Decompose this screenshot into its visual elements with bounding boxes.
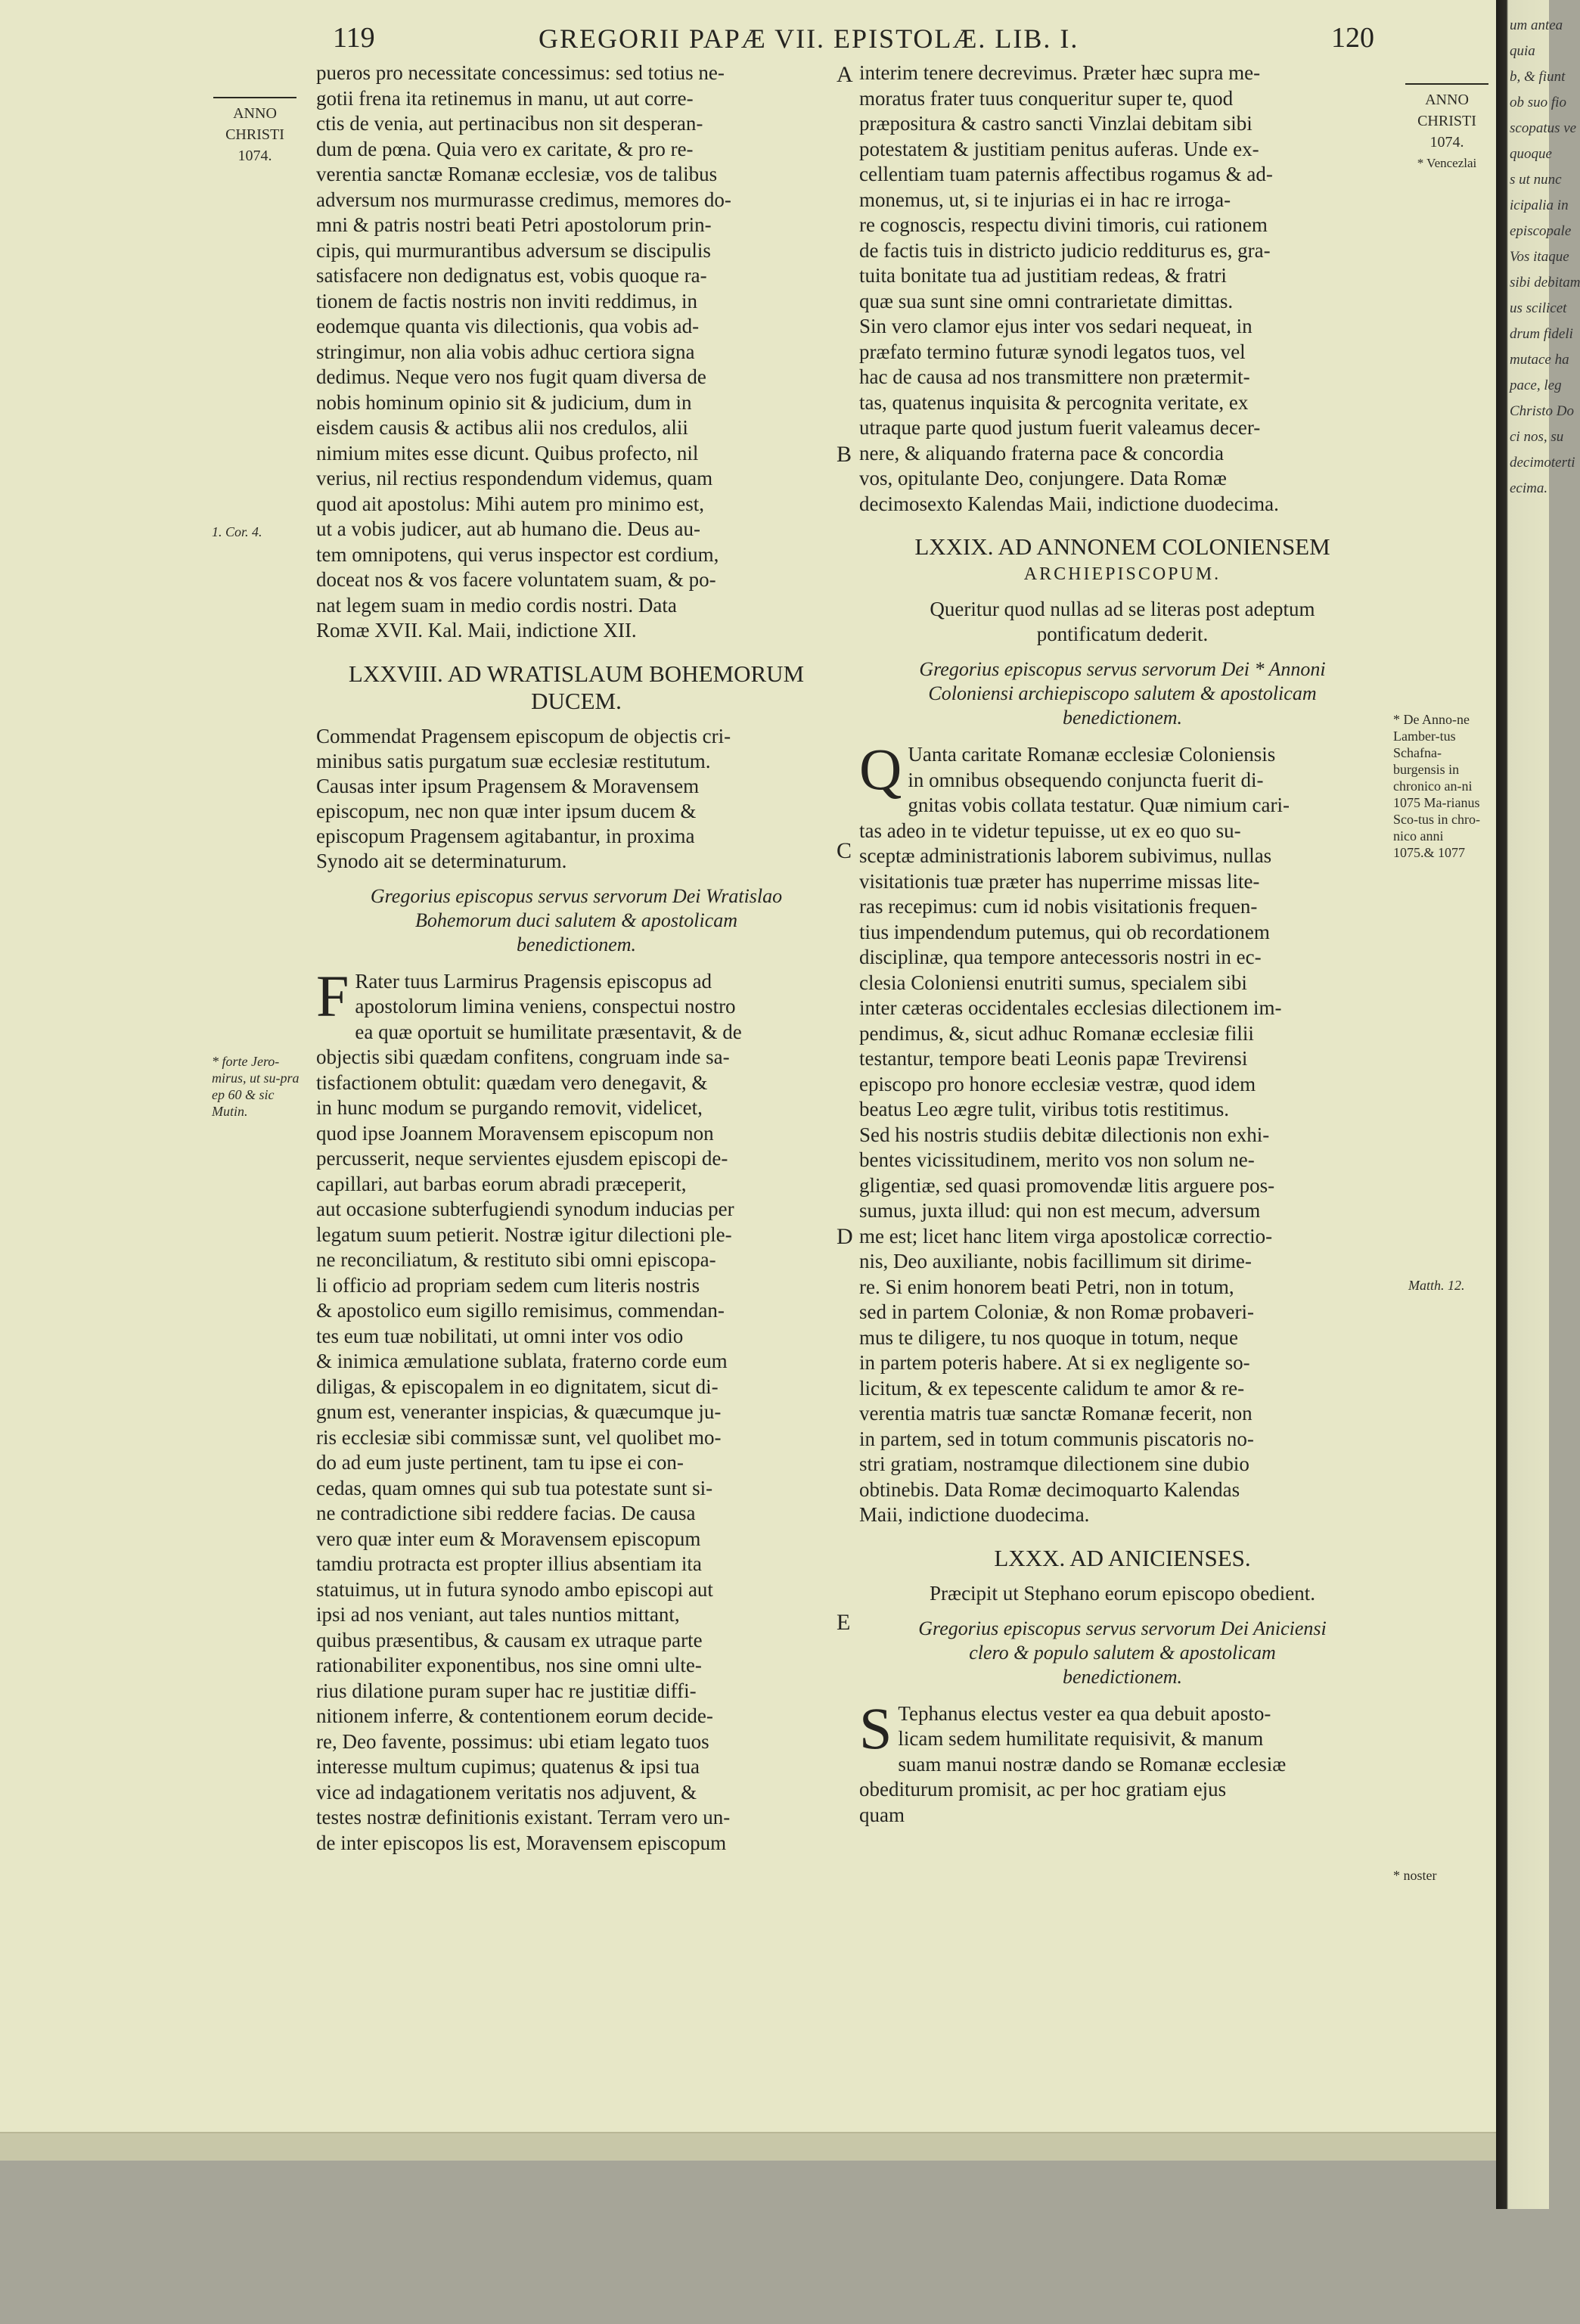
- text-line: Uanta caritate Romanæ ecclesiæ Coloniensis: [908, 743, 1276, 766]
- text-line: vero quæ inter eum & Moravensem episcopum: [316, 1527, 701, 1550]
- text-line: tius impendendum putemus, qui ob recordationem: [859, 920, 1270, 943]
- salutation-letter-80: [859, 1617, 1386, 1689]
- letter-78-conclusion: [859, 61, 1386, 517]
- text-line: rius dilatione puram super hac re justitiæ diffi-: [316, 1679, 697, 1702]
- anno-word: ANNO: [233, 105, 277, 122]
- christi-word: CHRISTI: [225, 126, 284, 143]
- text-line: eodemque quanta vis dilectionis, qua vobis ad-: [316, 315, 700, 337]
- body-letter-78-lines: [316, 962, 837, 1856]
- text-line: percusserit, neque servientes ejusdem episcopi de-: [316, 1147, 728, 1170]
- text-line: quam: [859, 1803, 905, 1826]
- letter-77-conclusion: [316, 61, 837, 644]
- section-letter-e: E: [837, 1610, 851, 1635]
- text-line: statuimus, ut in futura synodo ambo episcopi aut: [316, 1577, 713, 1601]
- page-number-left: 119: [333, 22, 375, 54]
- next-page-fragment: us scilicet: [1510, 300, 1567, 316]
- left-column: [316, 61, 837, 1856]
- next-page-fragment: decimoterti: [1510, 455, 1575, 471]
- text-line: ras recepimus: cum id nobis visitationis frequen-: [859, 895, 1258, 918]
- section-letter-a: A: [837, 62, 853, 87]
- margin-note-matth: Matth. 12.: [1408, 1278, 1465, 1293]
- text-line: verentia matris tuæ sanctæ Romanæ fecerit, non: [859, 1402, 1253, 1425]
- text-line: pueros pro necessitate concessimus: sed totius ne-: [316, 61, 725, 84]
- salutation-line: benedictionem.: [1062, 1665, 1183, 1688]
- text-line: stringimur, non alia vobis adhuc certiora signa: [316, 340, 695, 363]
- christi-word: CHRISTI: [1417, 113, 1476, 129]
- section-letter-d: D: [837, 1224, 853, 1249]
- next-page-fragment: episcopale: [1510, 223, 1572, 239]
- body-letter-79-lines: [859, 736, 1386, 1528]
- body-letter-78: [316, 962, 837, 1856]
- text-line: verentia sanctæ Romanæ ecclesiæ, vos de talibus: [316, 163, 718, 185]
- text-line: interesse multum cupimus; quatenus & ipsi tua: [316, 1755, 700, 1778]
- text-line: vice ad indagationem veritatis nos adjuvent, &: [316, 1780, 697, 1804]
- text-line: Maii, indictione duodecima.: [859, 1503, 1090, 1526]
- next-page-fragment: scopatus ve: [1510, 120, 1577, 136]
- text-line: licam sedem humilitate requisivit, & manum: [898, 1727, 1264, 1750]
- salutation-line: benedictionem.: [1062, 707, 1183, 729]
- next-page-fragment: ci nos, su: [1510, 429, 1564, 445]
- heading-letter-80: LXXX. AD ANICIENSES.: [994, 1544, 1251, 1571]
- running-title: GREGORII PAPÆ VII. EPISTOLÆ. LIB. I.: [539, 23, 1079, 54]
- summary-line: minibus satis purgatum suæ ecclesiæ restitutum.: [316, 749, 711, 772]
- text-line: gnum est, veneranter inspicias, & quæcumque ju-: [316, 1400, 722, 1423]
- text-line: & apostolico eum sigillo remisimus, commendan-: [316, 1299, 725, 1322]
- text-line: suam manui nostræ dando se Romanæ ecclesiæ: [898, 1752, 1287, 1776]
- salutation-line: Coloniensi archiepiscopo salutem & apostolicam: [928, 682, 1317, 704]
- next-page-fragment: b, & fiunt: [1510, 69, 1566, 85]
- text-line: potestatem & justitiam penitus auferas. Unde ex-: [859, 137, 1259, 160]
- text-line: decimosexto Kalendas Maii, indictione duodecima.: [859, 492, 1279, 515]
- text-line: vos, opitulante Deo, conjungere. Data Romæ: [859, 467, 1227, 489]
- right-column: [859, 61, 1386, 1828]
- next-page-fragment: sibi debitam: [1510, 275, 1580, 290]
- text-line: obtinebis. Data Romæ decimoquarto Kalendas: [859, 1477, 1240, 1501]
- anno-rule-right: [1405, 83, 1488, 85]
- text-line: cellentiam tuam paternis affectibus rogamus & ad-: [859, 163, 1273, 185]
- text-line: cipis, qui murmurantibus adversum se discipulis: [316, 238, 711, 262]
- salutation-letter-78: [316, 884, 837, 957]
- text-line: verius, nil rectius respondendum videmus, quam: [316, 467, 713, 489]
- text-line: nitionem inferre, & contentionem eorum decide-: [316, 1704, 713, 1727]
- salutation-line: Gregorius episcopus servus servorum Dei * Annoni: [919, 658, 1326, 680]
- salutation-line: clero & populo salutem & apostolicam: [969, 1641, 1276, 1664]
- text-line: sed in partem Coloniæ, & non Romæ probaveri-: [859, 1300, 1254, 1323]
- body-letter-80-lines: [859, 1695, 1386, 1828]
- summary-line: Synodo ait se determinaturum.: [316, 849, 567, 872]
- text-line: sumus, juxta illud: qui non est mecum, adversum: [859, 1199, 1261, 1222]
- text-line: nimium mites esse dicunt. Quibus profecto, nil: [316, 441, 699, 464]
- salutation-letter-79: [859, 657, 1386, 730]
- text-line: Tephanus electus vester ea qua debuit aposto-: [898, 1701, 1271, 1725]
- heading-79-main: LXXIX. AD ANNONEM COLONIENSEM: [914, 533, 1330, 560]
- anno-christi-left: [213, 97, 296, 166]
- text-line: quibus præsentibus, & causam ex utraque parte: [316, 1628, 703, 1651]
- next-page-edge: [1496, 0, 1580, 2209]
- text-line: obediturum promisit, ac per hoc gratiam ejus: [859, 1778, 1227, 1800]
- margin-note-forte: * forte Jero-mirus, ut su-pra ep 60 & sic Mutin.: [212, 1054, 300, 1119]
- summary-letter-79: [859, 597, 1386, 647]
- text-line: sceptæ administrationis laborem subivimus, nullas: [859, 844, 1272, 867]
- salutation-line: Bohemorum duci salutem & apostolicam: [414, 909, 738, 931]
- text-line: in hunc modum se purgando removit, videlicet,: [316, 1096, 703, 1119]
- salutation-line: benedictionem.: [516, 933, 637, 955]
- year: 1074.: [237, 148, 272, 164]
- text-line: episcopo pro honore ecclesiæ vestræ, quod idem: [859, 1072, 1256, 1095]
- text-line: doceat nos & vos facere voluntatem suam, & po-: [316, 568, 716, 591]
- text-line: tuita bonitate tua ad justitiam redeas, & fratri: [859, 264, 1227, 287]
- text-line: pendimus, &, sicut adhuc Romanæ ecclesiæ filii: [859, 1021, 1254, 1045]
- text-line: de factis tuis in districto judicio redditurus es, gra-: [859, 238, 1271, 262]
- next-page-fragment: Vos itaque: [1510, 249, 1569, 265]
- next-page-fragment: icipalia in: [1510, 197, 1569, 213]
- text-line: rationabiliter exponentibus, nos sine omni ulte-: [316, 1654, 702, 1676]
- text-line: me est; licet hanc litem virga apostolicæ correctio-: [859, 1224, 1273, 1247]
- text-line: objectis sibi quædam confitens, congruam inde sa-: [316, 1045, 730, 1068]
- section-letter-c: C: [837, 838, 852, 863]
- text-line: ut a vobis judicer, aut ab humano die. Deus au-: [316, 517, 701, 540]
- text-line: Romæ XVII. Kal. Maii, indictione XII.: [316, 619, 637, 642]
- text-line: tas, quatenus inquisita & percognita veritate, ex: [859, 390, 1249, 414]
- text-line: nere, & aliquando fraterna pace & concordia: [859, 441, 1225, 464]
- next-page-fragment: quoque: [1510, 146, 1552, 162]
- margin-note-noster: * noster: [1393, 1868, 1437, 1883]
- next-page-fragment: s ut nunc: [1510, 172, 1562, 188]
- next-page-fragment: Christo Do: [1510, 403, 1574, 419]
- summary-line: Causas inter ipsum Pragensem & Moravensem: [316, 774, 700, 797]
- text-line: testes nostræ definitionis existant. Terram vero un-: [316, 1806, 731, 1828]
- text-line: legatum suum petierit. Nostræ igitur dilectioni ple-: [316, 1223, 732, 1246]
- heading-letter-78: LXXVIII. AD WRATISLAUM BOHEMORUM DUCEM.: [348, 660, 805, 714]
- anno-rule-left: [213, 97, 296, 98]
- next-page-fragment: pace, leg: [1510, 377, 1562, 393]
- text-line: Sed his nostris studiis debitæ dilectionis non exhi-: [859, 1123, 1270, 1146]
- text-line: tes eum tuæ nobilitati, ut omni inter vos odio: [316, 1324, 684, 1347]
- text-line: hac de causa ad nos transmittere non prætermit-: [859, 365, 1250, 388]
- text-line: do ad eum juste pertinent, tam tu ipse ei con-: [316, 1451, 684, 1474]
- dropcap-letter-80: S: [859, 1695, 892, 1761]
- margin-note-cor: 1. Cor. 4.: [212, 524, 262, 539]
- text-line: adversum nos murmurasse credimus, memores do-: [316, 188, 731, 211]
- text-line: re cognoscis, respectu divini timoris, cui rationem: [859, 213, 1268, 236]
- text-line: quod ait apostolus: Mihi autem pro minimo est,: [316, 492, 704, 515]
- text-line: dum de pœna. Quia vero ex caritate, & pro re-: [316, 137, 694, 160]
- page-number-right: 120: [1331, 22, 1374, 54]
- summary-line: episcopum, nec non quæ inter ipsum ducem &: [316, 799, 697, 822]
- year: 1074.: [1429, 134, 1464, 151]
- text-line: ea quæ oportuit se humilitate præsentavit, & de: [355, 1020, 742, 1043]
- text-line: disciplinæ, qua tempore antecessoris nostri in ec-: [859, 946, 1262, 968]
- summary-line: episcopum Pragensem agitabantur, in proxima: [316, 824, 695, 847]
- text-line: re. Si enim honorem beati Petri, non in totum,: [859, 1275, 1234, 1298]
- heading-letter-79: [859, 533, 1386, 588]
- heading-79-sub: ARCHIEPISCOPUM.: [1023, 564, 1221, 584]
- salutation-line: Gregorius episcopus servus servorum Dei Aniciensi: [918, 1617, 1327, 1639]
- text-line: cedas, quam omnes qui sub tua potestate sunt si-: [316, 1476, 713, 1499]
- text-line: tas adeo in te videtur tepuisse, ut ex eo quo su-: [859, 819, 1241, 842]
- text-line: diligas, & episcopalem in eo dignitatem, sicut di-: [316, 1375, 719, 1398]
- text-line: aut occasione subterfugiendi synodum inducias per: [316, 1198, 734, 1220]
- dropcap-letter-78: F: [316, 962, 349, 1029]
- text-line: utraque parte quod justum fuerit valeamus decer-: [859, 416, 1261, 439]
- body-letter-80: [859, 1695, 1386, 1828]
- text-line: in partem poteris habere. At si ex negligente so-: [859, 1351, 1250, 1374]
- next-page-fragment: mutace ha: [1510, 352, 1569, 368]
- text-line: li officio ad propriam sedem cum literis nostris: [316, 1273, 700, 1297]
- dropcap-letter-79: Q: [859, 736, 902, 802]
- text-line: quod ipse Joannem Moravensem episcopum non: [316, 1121, 714, 1145]
- text-line: apostolorum limina veniens, conspectui nostro: [355, 995, 736, 1018]
- margin-note-anno: * De Anno-ne Lamber-tus Schafna-burgensis in chronico an-ni 1075 Ma-rianus Sco-tus in chro-nico anni 1075.& 1077: [1393, 712, 1480, 860]
- salutation-line: Gregorius episcopus servus servorum Dei Wratislao: [370, 884, 783, 907]
- page-header: [0, 21, 1502, 59]
- text-line: mus te diligere, tu nos quoque in totum, neque: [859, 1325, 1238, 1349]
- text-line: monemus, ut, si te injurias ei in hac re irroga-: [859, 188, 1231, 211]
- text-line: ipsi ad nos veniant, aut tales nuntios mittant,: [316, 1603, 680, 1626]
- text-line: beatus Leo ægre tulit, viribus totis restitimus.: [859, 1098, 1229, 1120]
- text-line: nobis hominum opinio sit & judicium, dum in: [316, 390, 692, 414]
- text-line: de inter episcopos lis est, Moravensem episcopum: [316, 1831, 727, 1854]
- text-line: inter cæteras occidentales ecclesias dilectionem im-: [859, 996, 1282, 1019]
- summary-line: Queritur quod nullas ad se literas post adeptum: [930, 598, 1315, 620]
- text-line: nis, Deo auxiliante, nobis facillimum sit dirime-: [859, 1250, 1252, 1272]
- anno-christi-right: [1405, 83, 1488, 174]
- next-page-fragment: drum fideli: [1510, 326, 1573, 342]
- text-line: quæ sua sunt sine omni contrarietate dimittas.: [859, 289, 1234, 312]
- text-line: tisfactionem obtulit: quædam vero denegavit, &: [316, 1070, 708, 1094]
- summary-letter-80: Præcipit ut Stephano eorum episcopo obedient.: [930, 1581, 1315, 1605]
- text-line: tionem de factis nostris non inviti reddimus, in: [316, 289, 697, 312]
- text-line: in partem, sed in totum communis piscatoris no-: [859, 1427, 1254, 1450]
- text-line: interim tenere decrevimus. Præter hæc supra me-: [859, 61, 1261, 84]
- text-line: re, Deo favente, possimus: ubi etiam legato tuos: [316, 1729, 709, 1753]
- next-page-fragment: um antea: [1510, 17, 1563, 33]
- text-line: ne reconciliatum, & restituto sibi omni episcopa-: [316, 1248, 716, 1271]
- text-line: Sin vero clamor ejus inter vos sedari nequeat, in: [859, 315, 1253, 337]
- text-line: gligentiæ, sed quasi promovendæ litis arguere pos-: [859, 1173, 1275, 1197]
- text-line: præpositura & castro sancti Vinzlai debitam sibi: [859, 112, 1253, 135]
- text-line: nat legem suam in medio cordis nostri. Data: [316, 593, 677, 617]
- text-line: Rater tuus Larmirus Pragensis episcopus ad: [355, 969, 712, 993]
- margin-note-vencezlai: * Vencezlai: [1417, 156, 1477, 170]
- text-line: capillari, aut barbas eorum abradi præceperit,: [316, 1172, 687, 1195]
- text-line: moratus frater tuus conqueritur super te, quod: [859, 86, 1234, 110]
- text-line: in omnibus obsequendo conjuncta fuerit di-: [908, 768, 1264, 791]
- summary-letter-78: [316, 724, 837, 874]
- text-line: ne contradictione sibi reddere facias. De causa: [316, 1502, 696, 1524]
- text-line: mni & patris nostri beati Petri apostolorum prin-: [316, 213, 712, 236]
- next-page-fragment: ecima.: [1510, 480, 1548, 496]
- text-line: satisfacere non dedignatus est, vobis quoque ra-: [316, 264, 707, 287]
- text-line: & inimica æmulatione sublata, fraterno corde eum: [316, 1350, 728, 1372]
- text-line: eisdem causis & actibus alii nos credulos, alii: [316, 416, 688, 439]
- next-page-fragment: ob suo fio: [1510, 95, 1566, 110]
- text-line: præfato termino futuræ synodi legatos tuos, vel: [859, 340, 1246, 363]
- text-line: gnitas vobis collata testatur. Quæ nimium cari-: [908, 794, 1290, 816]
- page-bottom-edge: [0, 2132, 1505, 2161]
- body-letter-79: [859, 736, 1386, 1528]
- text-line: visitationis tuæ præter has nuperrime missas lite-: [859, 869, 1260, 893]
- text-line: gotii frena ita retinemus in manu, ut aut corre-: [316, 86, 694, 110]
- summary-line: Commendat Pragensem episcopum de objectis cri-: [316, 724, 731, 747]
- text-line: ctis de venia, aut pertinacibus non sit desperan-: [316, 112, 703, 135]
- text-line: testantur, tempore beati Leonis papæ Trevirensi: [859, 1047, 1248, 1070]
- next-page-fragment: quia: [1510, 43, 1535, 59]
- text-line: bentes vicissitudinem, merito vos non solum ne-: [859, 1148, 1255, 1171]
- anno-word: ANNO: [1425, 92, 1469, 108]
- text-line: dedimus. Neque vero nos fugit quam diversa de: [316, 365, 706, 388]
- text-line: licitum, & ex tepescente calidum te amor & re-: [859, 1376, 1245, 1400]
- section-letter-b: B: [837, 442, 852, 467]
- summary-line: pontificatum dederit.: [1036, 623, 1209, 645]
- text-line: ris ecclesiæ sibi commissæ sunt, vel quolibet mo-: [316, 1425, 722, 1449]
- text-line: stri gratiam, nostramque dilectionem sine dubio: [859, 1452, 1249, 1475]
- text-line: tem omnipotens, qui verus inspector est cordium,: [316, 542, 719, 566]
- text-line: tamdiu protracta est propter illius absentiam ita: [316, 1552, 702, 1575]
- text-line: clesia Coloniensi enutriti sumus, specialem sibi: [859, 971, 1247, 994]
